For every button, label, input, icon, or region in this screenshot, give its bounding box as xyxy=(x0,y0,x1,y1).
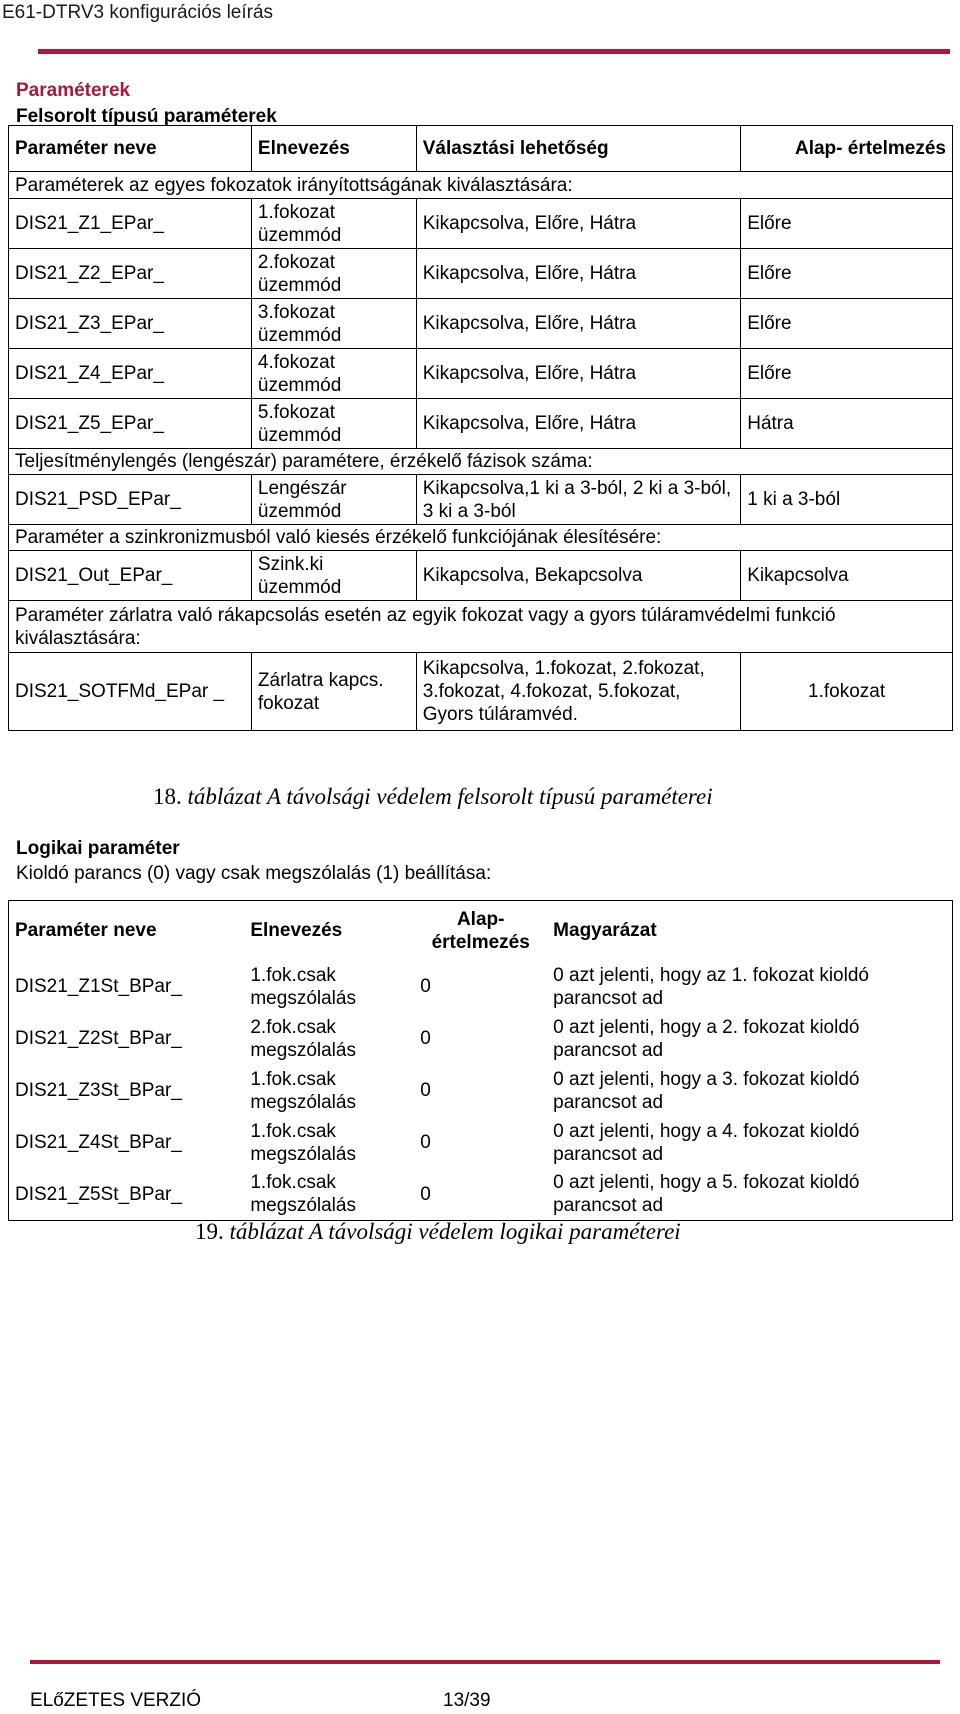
param-label: 4.fokozat üzemmód xyxy=(251,349,416,399)
group-caption: Teljesítménylengés (lengészár) paramétere, érzékelő fázisok száma: xyxy=(9,449,953,475)
header-default: Alap- értelmezés xyxy=(741,126,953,172)
logic-section-title: Logikai paraméter xyxy=(16,838,180,859)
param-name: DIS21_Z1St_BPar_ xyxy=(15,976,182,997)
footer-version: ELőZETES VERZIÓ xyxy=(30,1690,202,1711)
param-default: Kikapcsolva xyxy=(741,551,953,601)
param-default: 1.fokozat xyxy=(741,653,953,731)
param-options: Kikapcsolva, Bekapcsolva xyxy=(416,551,740,601)
param-label: Zárlatra kapcs. fokozat xyxy=(251,653,416,731)
header-param-name: Paraméter neve xyxy=(15,920,157,942)
param-name: DIS21_SOTFMd_EPar _ xyxy=(9,653,252,731)
param-label: 2.fokozat üzemmód xyxy=(251,249,416,299)
param-label: 3.fokozat üzemmód xyxy=(251,299,416,349)
param-options: Kikapcsolva, 1.fokozat, 2.fokozat, 3.fokozat, 4.fokozat, 5.fokozat, Gyors túláramvéd. xyxy=(416,653,740,731)
param-name: DIS21_Z5_EPar_ xyxy=(9,399,252,449)
header-param-name: Paraméter neve xyxy=(9,126,252,172)
param-options: Kikapcsolva, Előre, Hátra xyxy=(416,299,740,349)
param-name: DIS21_Z3St_BPar_ xyxy=(15,1080,182,1101)
param-description: 0 azt jelenti, hogy az 1. fokozat kioldó parancsot ad xyxy=(553,964,869,1009)
caption-text: táblázat A távolsági védelem felsorolt típusú paraméterei xyxy=(187,784,713,809)
param-options: Kikapcsolva, Előre, Hátra xyxy=(416,349,740,399)
param-options: Kikapcsolva, Előre, Hátra xyxy=(416,249,740,299)
section-title: Paraméterek xyxy=(16,80,131,101)
param-default: 0 xyxy=(420,1132,431,1153)
param-options: Kikapcsolva, Előre, Hátra xyxy=(416,399,740,449)
header-label: Elnevezés xyxy=(251,126,416,172)
document-title: E61-DTRV3 konfigurációs leírás xyxy=(2,2,274,23)
group-caption: Paraméter zárlatra való rákapcsolás esetén az egyik fokozat vagy a gyors túláramvédelmi funkció kiválasztására: xyxy=(9,601,953,653)
param-label: Lengészár üzemmód xyxy=(251,475,416,525)
table-19-caption xyxy=(195,1219,681,1245)
logic-section-subtitle: Kioldó parancs (0) vagy csak megszólalás (1) beállítása: xyxy=(16,863,492,884)
caption-number: 18. xyxy=(153,784,182,809)
param-name: DIS21_Z4_EPar_ xyxy=(9,349,252,399)
caption-number: 19. xyxy=(195,1219,224,1244)
param-default: 0 xyxy=(420,1028,431,1049)
param-label: 1.fok.csak megszólalás xyxy=(250,1120,356,1165)
param-label: 2.fok.csak megszólalás xyxy=(250,1016,356,1061)
param-default: 0 xyxy=(420,976,431,997)
footer-page-number: 13/39 xyxy=(443,1690,491,1711)
param-name: DIS21_Z2St_BPar_ xyxy=(15,1028,182,1049)
param-description: 0 azt jelenti, hogy a 4. fokozat kioldó parancsot ad xyxy=(553,1120,860,1165)
param-default: Előre xyxy=(741,199,953,249)
table-18-caption xyxy=(153,784,713,810)
param-default: Előre xyxy=(741,349,953,399)
param-label: 1.fokozat üzemmód xyxy=(251,199,416,249)
header-options: Választási lehetőség xyxy=(416,126,740,172)
header-label: Elnevezés xyxy=(250,920,343,942)
param-label: 5.fokozat üzemmód xyxy=(251,399,416,449)
document-header xyxy=(0,0,960,54)
header-default: Alap- értelmezés xyxy=(431,908,530,953)
param-default: 1 ki a 3-ból xyxy=(741,475,953,525)
param-default: 0 xyxy=(420,1080,431,1101)
param-label: 1.fok.csak megszólalás xyxy=(250,1172,356,1217)
param-name: DIS21_Z2_EPar_ xyxy=(9,249,252,299)
caption-text: táblázat A távolsági védelem logikai paraméterei xyxy=(229,1219,681,1244)
param-label: Szink.ki üzemmód xyxy=(251,551,416,601)
param-name: DIS21_PSD_EPar_ xyxy=(9,475,252,525)
param-description: 0 azt jelenti, hogy a 3. fokozat kioldó parancsot ad xyxy=(553,1068,860,1113)
param-default: Előre xyxy=(741,299,953,349)
param-description: 0 azt jelenti, hogy a 5. fokozat kioldó parancsot ad xyxy=(553,1172,860,1217)
param-description: 0 azt jelenti, hogy a 2. fokozat kioldó parancsot ad xyxy=(553,1016,860,1061)
param-name: DIS21_Z4St_BPar_ xyxy=(15,1132,182,1153)
enum-parameters-table xyxy=(8,125,953,731)
param-default: 0 xyxy=(420,1183,431,1205)
group-caption: Paraméter a szinkronizmusból való kiesés érzékelő funkciójának élesítésére: xyxy=(9,525,953,551)
param-default: Előre xyxy=(741,249,953,299)
section-subtitle: Felsorolt típusú paraméterek xyxy=(16,106,277,127)
header-description: Magyarázat xyxy=(553,920,657,942)
param-name: DIS21_Z3_EPar_ xyxy=(9,299,252,349)
param-name: DIS21_Z1_EPar_ xyxy=(9,199,252,249)
group-caption: Paraméterek az egyes fokozatok irányítottságának kiválasztására: xyxy=(9,172,953,199)
header-rule xyxy=(38,49,950,54)
param-default: Hátra xyxy=(741,399,953,449)
param-options: Kikapcsolva, Előre, Hátra xyxy=(416,199,740,249)
footer-rule xyxy=(30,1660,940,1664)
logic-parameters-table xyxy=(8,900,953,1221)
param-label: 1.fok.csak megszólalás xyxy=(250,1068,356,1113)
param-options: Kikapcsolva,1 ki a 3-ból, 2 ki a 3-ból, 3 ki a 3-ból xyxy=(416,475,740,525)
param-name: DIS21_Z5St_BPar_ xyxy=(15,1183,182,1205)
param-label: 1.fok.csak megszólalás xyxy=(250,964,356,1009)
param-name: DIS21_Out_EPar_ xyxy=(9,551,252,601)
